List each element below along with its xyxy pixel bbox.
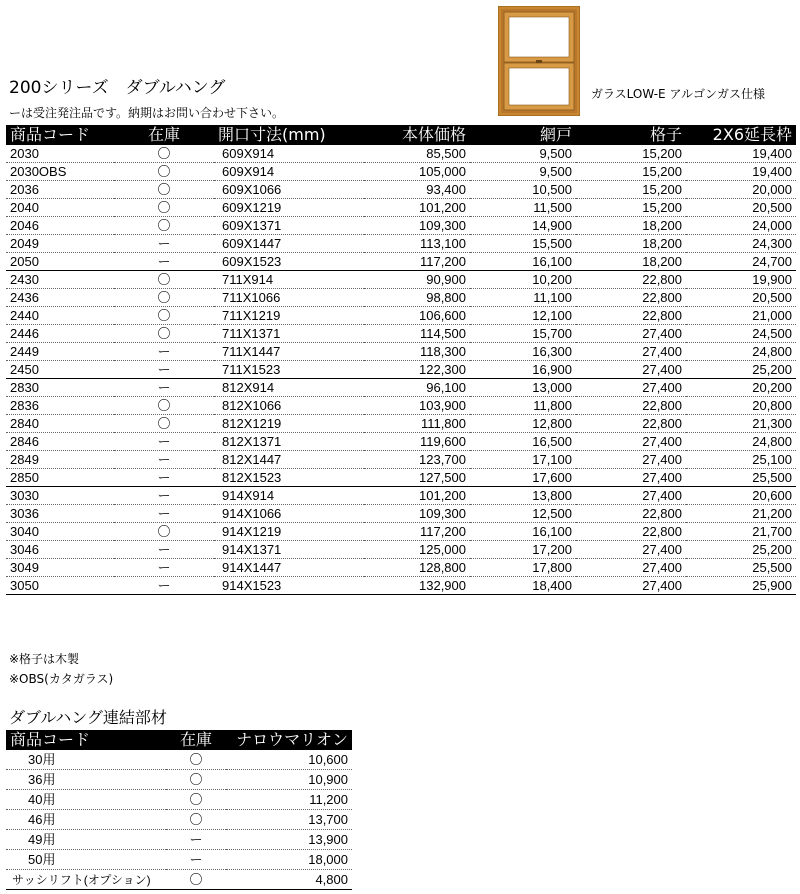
stock-cell: 〇 — [114, 325, 214, 343]
part-stock-cell: 〇 — [166, 750, 226, 770]
base-price-cell: 117,200 — [364, 523, 470, 541]
base-price-cell: 98,800 — [364, 289, 470, 307]
list-item — [6, 770, 352, 790]
part-price-cell: 10,900 — [226, 770, 352, 790]
stock-cell: ー — [114, 343, 214, 361]
opening-size-cell: 711X1447 — [214, 343, 364, 361]
table-row — [6, 199, 796, 217]
part-price-cell: 4,800 — [226, 870, 352, 890]
product-code-cell: 2446 — [6, 325, 114, 343]
opening-size-cell: 914X914 — [214, 487, 364, 505]
product-code-cell: 2449 — [6, 343, 114, 361]
base-price-cell: 101,200 — [364, 199, 470, 217]
series-title: 200シリーズ ダブルハング — [9, 78, 226, 98]
sash-lock — [536, 60, 542, 63]
opening-size-cell: 812X1371 — [214, 433, 364, 451]
table-row — [6, 217, 796, 235]
opening-size-cell: 609X1066 — [214, 181, 364, 199]
grille-price-cell: 22,800 — [576, 397, 686, 415]
part-stock-cell: 〇 — [166, 790, 226, 810]
opening-size-cell: 609X1371 — [214, 217, 364, 235]
table-row — [6, 523, 796, 541]
stock-cell: ー — [114, 541, 214, 559]
stock-cell: 〇 — [114, 199, 214, 217]
header-stock: 在庫 — [147, 125, 180, 144]
stock-cell: ー — [114, 577, 214, 595]
grille-price-cell: 27,400 — [576, 361, 686, 379]
parts-header-mullion: ナロウマリオン — [236, 730, 348, 749]
opening-size-cell: 812X1447 — [214, 451, 364, 469]
stock-cell: ー — [114, 505, 214, 523]
stock-cell: 〇 — [114, 397, 214, 415]
opening-size-cell: 914X1371 — [214, 541, 364, 559]
grille-price-cell: 27,400 — [576, 487, 686, 505]
stock-cell: 〇 — [114, 271, 214, 289]
product-code-cell: 2030OBS — [6, 163, 114, 181]
base-price-cell: 118,300 — [364, 343, 470, 361]
part-price-cell: 13,900 — [226, 830, 352, 850]
grille-price-cell: 18,200 — [576, 253, 686, 271]
table-row — [6, 487, 796, 505]
product-code-cell: 3049 — [6, 559, 114, 577]
table-row — [6, 469, 796, 487]
screen-price-cell: 9,500 — [470, 145, 576, 163]
grille-price-cell: 22,800 — [576, 523, 686, 541]
screen-price-cell: 16,300 — [470, 343, 576, 361]
parts-table — [6, 730, 352, 890]
product-code-cell: 3036 — [6, 505, 114, 523]
stock-cell: ー — [114, 235, 214, 253]
stock-cell: ー — [114, 451, 214, 469]
list-item — [6, 750, 352, 770]
stock-cell: 〇 — [114, 523, 214, 541]
product-code-cell: 2850 — [6, 469, 114, 487]
screen-price-cell: 16,900 — [470, 361, 576, 379]
table-row — [6, 415, 796, 433]
table-row — [6, 541, 796, 559]
part-name-cell: 46用 — [6, 810, 166, 830]
opening-size-cell: 812X1523 — [214, 469, 364, 487]
screen-price-cell: 17,200 — [470, 541, 576, 559]
base-price-cell: 114,500 — [364, 325, 470, 343]
base-price-cell: 105,000 — [364, 163, 470, 181]
product-code-cell: 2036 — [6, 181, 114, 199]
table-row — [6, 505, 796, 523]
stock-cell: ー — [114, 253, 214, 271]
base-price-cell: 123,700 — [364, 451, 470, 469]
grille-price-cell: 15,200 — [576, 199, 686, 217]
stock-cell: ー — [114, 361, 214, 379]
opening-size-cell: 711X1066 — [214, 289, 364, 307]
grille-price-cell: 18,200 — [576, 217, 686, 235]
table-row — [6, 253, 796, 271]
part-name-cell: サッシリフト(オプション) — [6, 870, 166, 890]
grille-price-cell: 27,400 — [576, 433, 686, 451]
product-code-cell: 2430 — [6, 271, 114, 289]
product-code-cell: 2450 — [6, 361, 114, 379]
product-code-cell: 2436 — [6, 289, 114, 307]
grille-price-cell: 27,400 — [576, 451, 686, 469]
product-code-cell: 3050 — [6, 577, 114, 595]
extension-price-cell: 20,000 — [686, 181, 796, 199]
grille-material-note: ※格子は木製 — [9, 652, 80, 666]
extension-price-cell: 21,300 — [686, 415, 796, 433]
table-row — [6, 343, 796, 361]
part-stock-cell: 〇 — [166, 810, 226, 830]
parts-title: ダブルハング連結部材 — [9, 708, 167, 727]
order-note: ーは受注発注品です。納期はお問い合わせ下さい。 — [9, 106, 285, 120]
extension-price-cell: 24,700 — [686, 253, 796, 271]
double-hung-window-image — [498, 6, 580, 116]
part-stock-cell: 〇 — [166, 770, 226, 790]
extension-price-cell: 25,900 — [686, 577, 796, 595]
stock-cell: ー — [114, 433, 214, 451]
product-code-cell: 2849 — [6, 451, 114, 469]
base-price-cell: 96,100 — [364, 379, 470, 397]
grille-price-cell: 22,800 — [576, 271, 686, 289]
product-code-cell: 2440 — [6, 307, 114, 325]
part-name-cell: 30用 — [6, 750, 166, 770]
extension-price-cell: 25,500 — [686, 559, 796, 577]
lower-glass — [509, 68, 569, 105]
part-stock-cell: ー — [166, 830, 226, 850]
screen-price-cell: 14,900 — [470, 217, 576, 235]
product-code-cell: 2830 — [6, 379, 114, 397]
product-code-cell: 2040 — [6, 199, 114, 217]
product-code-cell: 2846 — [6, 433, 114, 451]
opening-size-cell: 711X914 — [214, 271, 364, 289]
extension-price-cell: 19,900 — [686, 271, 796, 289]
grille-price-cell: 22,800 — [576, 307, 686, 325]
table-row — [6, 307, 796, 325]
header-opening-size: 開口寸法(mm) — [218, 125, 326, 144]
obs-note: ※OBS(カタガラス) — [9, 672, 114, 686]
header-grille: 格子 — [649, 125, 682, 144]
stock-cell: 〇 — [114, 163, 214, 181]
extension-price-cell: 20,500 — [686, 199, 796, 217]
screen-price-cell: 12,800 — [470, 415, 576, 433]
extension-price-cell: 24,800 — [686, 433, 796, 451]
extension-price-cell: 20,200 — [686, 379, 796, 397]
product-code-cell: 2836 — [6, 397, 114, 415]
screen-price-cell: 12,100 — [470, 307, 576, 325]
base-price-cell: 90,900 — [364, 271, 470, 289]
product-code-cell: 2840 — [6, 415, 114, 433]
opening-size-cell: 812X1219 — [214, 415, 364, 433]
screen-price-cell: 12,500 — [470, 505, 576, 523]
stock-cell: 〇 — [114, 217, 214, 235]
grille-price-cell: 22,800 — [576, 505, 686, 523]
header-extension-frame: 2X6延長枠 — [712, 125, 792, 144]
grille-price-cell: 22,800 — [576, 415, 686, 433]
table-row — [6, 577, 796, 595]
grille-price-cell: 27,400 — [576, 559, 686, 577]
list-item — [6, 870, 352, 890]
extension-price-cell: 25,100 — [686, 451, 796, 469]
table-row — [6, 181, 796, 199]
screen-price-cell: 11,100 — [470, 289, 576, 307]
table-row — [6, 361, 796, 379]
extension-price-cell: 19,400 — [686, 163, 796, 181]
base-price-cell: 125,000 — [364, 541, 470, 559]
grille-price-cell: 27,400 — [576, 541, 686, 559]
base-price-cell: 109,300 — [364, 505, 470, 523]
product-code-cell: 2049 — [6, 235, 114, 253]
table-row — [6, 289, 796, 307]
screen-price-cell: 18,400 — [470, 577, 576, 595]
opening-size-cell: 812X1066 — [214, 397, 364, 415]
base-price-cell: 113,100 — [364, 235, 470, 253]
part-price-cell: 13,700 — [226, 810, 352, 830]
part-price-cell: 11,200 — [226, 790, 352, 810]
extension-price-cell: 21,700 — [686, 523, 796, 541]
table-row — [6, 145, 796, 163]
header-base-price: 本体価格 — [401, 125, 466, 144]
part-name-cell: 40用 — [6, 790, 166, 810]
base-price-cell: 85,500 — [364, 145, 470, 163]
extension-price-cell: 19,400 — [686, 145, 796, 163]
list-item — [6, 830, 352, 850]
list-item — [6, 850, 352, 870]
table-row — [6, 397, 796, 415]
base-price-cell: 132,900 — [364, 577, 470, 595]
grille-price-cell: 15,200 — [576, 145, 686, 163]
extension-price-cell: 24,800 — [686, 343, 796, 361]
screen-price-cell: 17,800 — [470, 559, 576, 577]
stock-cell: 〇 — [114, 415, 214, 433]
screen-price-cell: 16,100 — [470, 523, 576, 541]
extension-price-cell: 24,000 — [686, 217, 796, 235]
base-price-cell: 103,900 — [364, 397, 470, 415]
extension-price-cell: 21,200 — [686, 505, 796, 523]
base-price-cell: 93,400 — [364, 181, 470, 199]
base-price-cell: 106,600 — [364, 307, 470, 325]
product-code-cell: 2030 — [6, 145, 114, 163]
base-price-cell: 122,300 — [364, 361, 470, 379]
part-stock-cell: 〇 — [166, 870, 226, 890]
parts-header-stock: 在庫 — [179, 730, 212, 749]
part-name-cell: 49用 — [6, 830, 166, 850]
base-price-cell: 119,600 — [364, 433, 470, 451]
stock-cell: ー — [114, 379, 214, 397]
product-code-cell: 3030 — [6, 487, 114, 505]
grille-price-cell: 27,400 — [576, 325, 686, 343]
opening-size-cell: 609X914 — [214, 163, 364, 181]
opening-size-cell: 812X914 — [214, 379, 364, 397]
stock-cell: ー — [114, 487, 214, 505]
glass-spec-note: ガラスLOW-E アルゴンガス仕様 — [591, 87, 765, 101]
grille-price-cell: 27,400 — [576, 469, 686, 487]
part-price-cell: 18,000 — [226, 850, 352, 870]
opening-size-cell: 711X1371 — [214, 325, 364, 343]
extension-price-cell: 21,000 — [686, 307, 796, 325]
screen-price-cell: 15,700 — [470, 325, 576, 343]
stock-cell: 〇 — [114, 145, 214, 163]
screen-price-cell: 11,500 — [470, 199, 576, 217]
stock-cell: ー — [114, 559, 214, 577]
parts-header-code: 商品コード — [10, 730, 91, 749]
stock-cell: 〇 — [114, 307, 214, 325]
table-row — [6, 235, 796, 253]
opening-size-cell: 914X1523 — [214, 577, 364, 595]
grille-price-cell: 27,400 — [576, 379, 686, 397]
screen-price-cell: 16,500 — [470, 433, 576, 451]
opening-size-cell: 914X1066 — [214, 505, 364, 523]
screen-price-cell: 15,500 — [470, 235, 576, 253]
opening-size-cell: 609X1219 — [214, 199, 364, 217]
table-row — [6, 271, 796, 289]
grille-price-cell: 15,200 — [576, 181, 686, 199]
product-code-cell: 3046 — [6, 541, 114, 559]
opening-size-cell: 914X1447 — [214, 559, 364, 577]
opening-size-cell: 711X1219 — [214, 307, 364, 325]
screen-price-cell: 17,100 — [470, 451, 576, 469]
screen-price-cell: 10,500 — [470, 181, 576, 199]
screen-price-cell: 11,800 — [470, 397, 576, 415]
table-row — [6, 163, 796, 181]
extension-price-cell: 25,500 — [686, 469, 796, 487]
base-price-cell: 128,800 — [364, 559, 470, 577]
screen-price-cell: 13,800 — [470, 487, 576, 505]
part-price-cell: 10,600 — [226, 750, 352, 770]
header-screen: 網戸 — [539, 125, 572, 144]
upper-glass — [509, 17, 569, 57]
base-price-cell: 101,200 — [364, 487, 470, 505]
table-row — [6, 451, 796, 469]
price-table — [6, 125, 796, 595]
list-item — [6, 810, 352, 830]
grille-price-cell: 15,200 — [576, 163, 686, 181]
extension-price-cell: 20,500 — [686, 289, 796, 307]
screen-price-cell: 17,600 — [470, 469, 576, 487]
opening-size-cell: 609X1523 — [214, 253, 364, 271]
header-product-code: 商品コード — [10, 125, 91, 144]
parts-table-header — [6, 730, 352, 750]
base-price-cell: 109,300 — [364, 217, 470, 235]
opening-size-cell: 914X1219 — [214, 523, 364, 541]
part-name-cell: 36用 — [6, 770, 166, 790]
extension-price-cell: 24,500 — [686, 325, 796, 343]
opening-size-cell: 609X914 — [214, 145, 364, 163]
base-price-cell: 117,200 — [364, 253, 470, 271]
opening-size-cell: 711X1523 — [214, 361, 364, 379]
screen-price-cell: 13,000 — [470, 379, 576, 397]
table-row — [6, 433, 796, 451]
grille-price-cell: 18,200 — [576, 235, 686, 253]
table-row — [6, 325, 796, 343]
grille-price-cell: 27,400 — [576, 577, 686, 595]
grille-price-cell: 27,400 — [576, 343, 686, 361]
part-stock-cell: ー — [166, 850, 226, 870]
part-name-cell: 50用 — [6, 850, 166, 870]
extension-price-cell: 20,600 — [686, 487, 796, 505]
grille-price-cell: 22,800 — [576, 289, 686, 307]
extension-price-cell: 25,200 — [686, 541, 796, 559]
product-code-cell: 3040 — [6, 523, 114, 541]
extension-price-cell: 25,200 — [686, 361, 796, 379]
list-item — [6, 790, 352, 810]
table-row — [6, 559, 796, 577]
opening-size-cell: 609X1447 — [214, 235, 364, 253]
screen-price-cell: 9,500 — [470, 163, 576, 181]
product-code-cell: 2050 — [6, 253, 114, 271]
extension-price-cell: 20,800 — [686, 397, 796, 415]
stock-cell: 〇 — [114, 289, 214, 307]
screen-price-cell: 10,200 — [470, 271, 576, 289]
product-code-cell: 2046 — [6, 217, 114, 235]
stock-cell: 〇 — [114, 181, 214, 199]
table-row — [6, 379, 796, 397]
base-price-cell: 127,500 — [364, 469, 470, 487]
extension-price-cell: 24,300 — [686, 235, 796, 253]
stock-cell: ー — [114, 469, 214, 487]
screen-price-cell: 16,100 — [470, 253, 576, 271]
base-price-cell: 111,800 — [364, 415, 470, 433]
price-table-header — [6, 125, 796, 145]
